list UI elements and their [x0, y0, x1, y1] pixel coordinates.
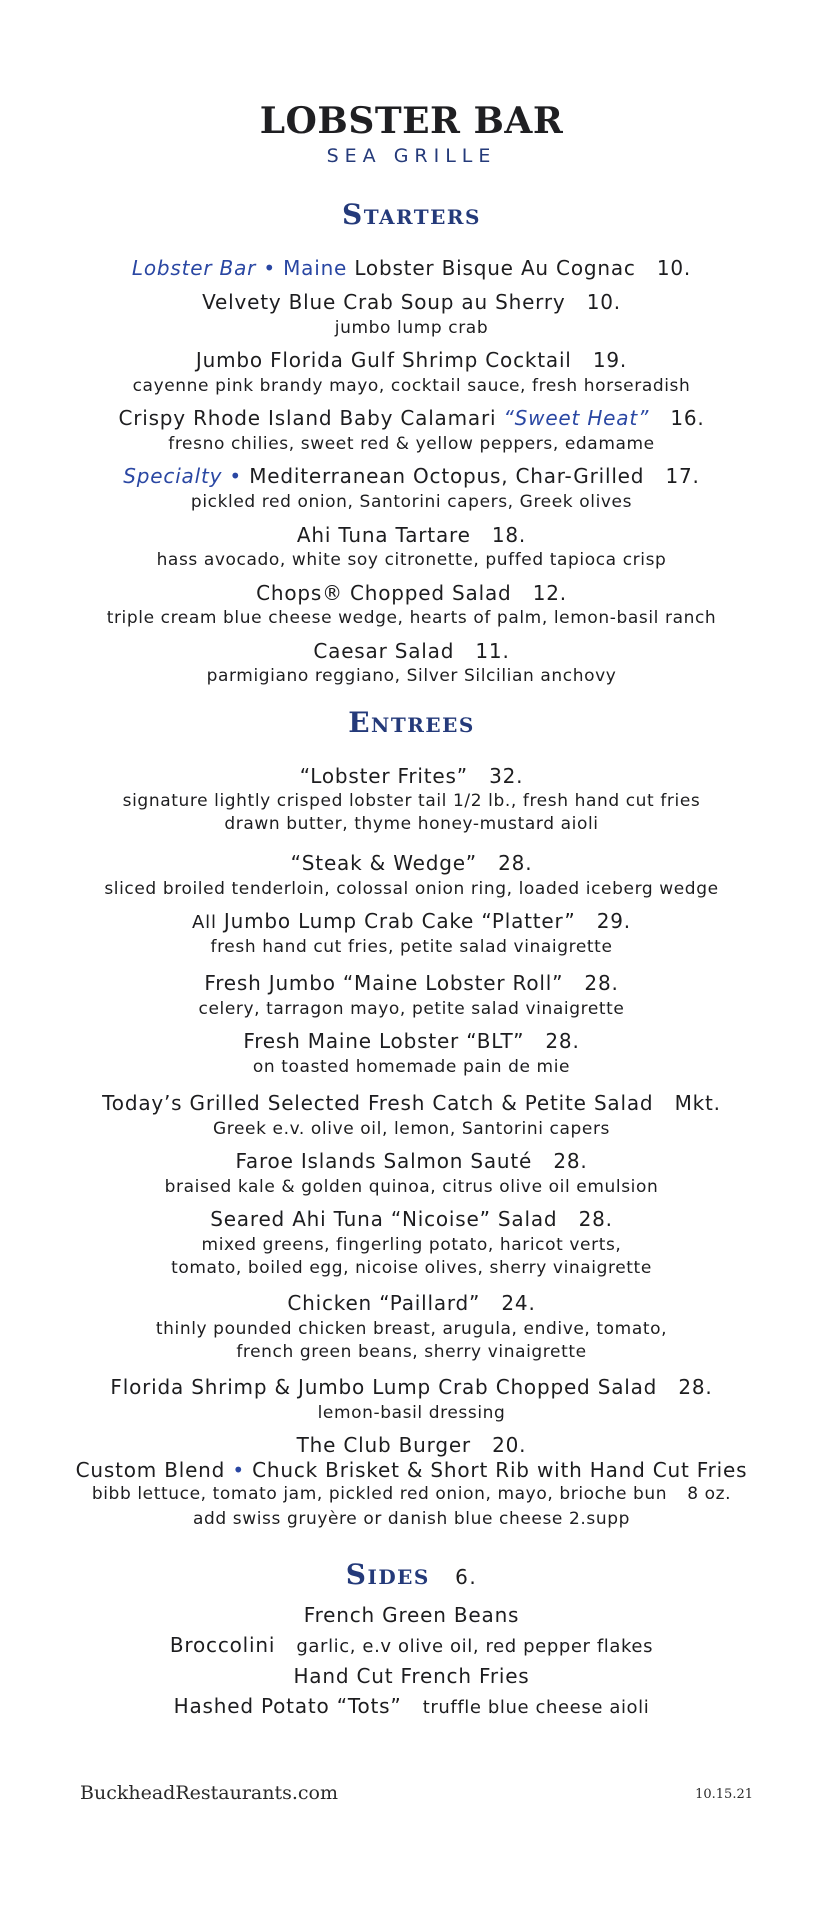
item-description: mixed greens, fingerling potato, haricot verts, [201, 1235, 622, 1255]
item-price: 17. [665, 464, 700, 488]
item-price: 28. [578, 1207, 613, 1231]
side-item [0, 1664, 823, 1688]
menu-item [0, 348, 823, 372]
menu-item [0, 851, 823, 875]
item-description: lemon-basil dressing [317, 1403, 506, 1423]
item-name: Seared Ahi Tuna “Nicoise” Salad [210, 1207, 558, 1231]
item-description-text: bibb lettuce, tomato jam, pickled red onion, mayo, brioche bun [91, 1484, 668, 1504]
menu-item [0, 256, 823, 280]
item-name: Lobster Bisque Au Cognac [354, 256, 636, 280]
sides-heading: Sides [345, 1558, 430, 1591]
item-price: 10. [586, 290, 621, 314]
item-price: 28. [678, 1375, 713, 1399]
item-price: 28. [553, 1149, 588, 1173]
item-price: 10. [656, 256, 692, 280]
item-description: fresno chilies, sweet red & yellow peppers, edamame [168, 434, 655, 454]
item-description: triple cream blue cheese wedge, hearts of palm, lemon-basil ranch [106, 608, 717, 628]
item-prefix: Specialty [123, 464, 223, 488]
menu-date: 10.15.21 [695, 1787, 753, 1802]
item-description: cayenne pink brandy mayo, cocktail sauce, fresh horseradish [132, 376, 691, 396]
item-name: The Club Burger [296, 1433, 471, 1457]
bullet-dot: • [229, 464, 243, 488]
item-price: 29. [596, 909, 631, 933]
item-price: 28. [545, 1029, 580, 1053]
item-prefix-maine: Maine [283, 256, 348, 280]
menu-item [0, 523, 823, 547]
item-name: Crispy Rhode Island Baby Calamari [118, 406, 497, 430]
website-link[interactable]: BuckheadRestaurants.com [80, 1782, 338, 1804]
menu-item [0, 909, 823, 933]
menu-item [0, 971, 823, 995]
item-subline: Chuck Brisket & Short Rib with Hand Cut Fries [252, 1458, 748, 1482]
item-name: Florida Shrimp & Jumbo Lump Crab Chopped Salad [110, 1375, 658, 1399]
item-tag: “Sweet Heat” [503, 406, 650, 430]
section-heading-starters: Starters [342, 198, 481, 231]
menu-item [0, 1375, 823, 1399]
menu-item [0, 1149, 823, 1173]
item-price: 20. [492, 1433, 527, 1457]
item-price: 18. [491, 523, 527, 547]
brand-title: LOBSTER BAR [259, 100, 564, 142]
item-name: “Lobster Frites” [299, 764, 468, 788]
sides-price: 6. [455, 1565, 478, 1589]
item-name: Caesar Salad [313, 639, 455, 663]
brand-subtitle: SEA GRILLE [326, 145, 497, 167]
item-name: Chicken “Paillard” [287, 1291, 481, 1315]
bullet-dot: • [263, 256, 276, 280]
item-name: Today’s Grilled Selected Fresh Catch & Petite Salad [102, 1091, 654, 1115]
item-name: Velvety Blue Crab Soup au Sherry [202, 290, 566, 314]
side-item [0, 1603, 823, 1627]
side-description: truffle blue cheese aioli [422, 1697, 650, 1718]
item-name: “Steak & Wedge” [290, 851, 477, 875]
item-description: jumbo lump crab [334, 318, 489, 338]
menu-item [0, 290, 823, 314]
item-name: Jumbo Florida Gulf Shrimp Cocktail [195, 348, 572, 372]
item-prefix: Lobster Bar [131, 256, 257, 280]
item-description: sliced broiled tenderloin, colossal onion ring, loaded iceberg wedge [104, 879, 719, 899]
item-prefix: Custom Blend [75, 1458, 226, 1482]
side-description: garlic, e.v olive oil, red pepper flakes [296, 1636, 654, 1657]
item-name: Ahi Tuna Tartare [296, 523, 471, 547]
menu-item [0, 464, 823, 488]
item-price: 19. [592, 348, 628, 372]
item-price: 28. [498, 851, 533, 875]
menu-item [0, 1029, 823, 1053]
menu-item [0, 1433, 823, 1457]
item-price: 12. [532, 581, 567, 605]
section-heading-sides [0, 1558, 823, 1591]
side-name: Hand Cut French Fries [293, 1664, 530, 1688]
menu-item [0, 1291, 823, 1315]
menu-item [0, 406, 823, 430]
item-description: Greek e.v. olive oil, lemon, Santorini capers [212, 1119, 611, 1139]
item-description [0, 1484, 823, 1504]
item-description: braised kale & golden quinoa, citrus olive oil emulsion [164, 1177, 659, 1197]
item-price: Mkt. [674, 1091, 721, 1115]
item-price: 28. [584, 971, 619, 995]
side-name: French Green Beans [303, 1603, 520, 1627]
side-item [0, 1633, 823, 1657]
side-name: Broccolini [169, 1633, 276, 1657]
item-weight: 8 oz. [687, 1484, 732, 1504]
item-description: thinly pounded chicken breast, arugula, endive, tomato, [155, 1319, 668, 1339]
item-name: Fresh Maine Lobster “BLT” [243, 1029, 525, 1053]
item-price: 32. [489, 764, 524, 788]
menu-item [0, 639, 823, 663]
item-prefix: All [192, 912, 217, 933]
item-description: signature lightly crisped lobster tail 1/2 lb., fresh hand cut fries [122, 791, 701, 811]
item-name: Fresh Jumbo “Maine Lobster Roll” [204, 971, 564, 995]
item-name: Jumbo Lump Crab Cake “Platter” [223, 909, 576, 933]
item-description: celery, tarragon mayo, petite salad vinaigrette [198, 999, 625, 1019]
item-name: Faroe Islands Salmon Sauté [235, 1149, 533, 1173]
item-price: 11. [475, 639, 510, 663]
menu-item [0, 581, 823, 605]
item-description: add swiss gruyère or danish blue cheese 2.supp [192, 1509, 631, 1529]
menu-item [0, 764, 823, 788]
item-description: pickled red onion, Santorini capers, Greek olives [190, 492, 633, 512]
menu-item [0, 1091, 823, 1115]
item-description: french green beans, sherry vinaigrette [236, 1342, 587, 1362]
side-item [0, 1694, 823, 1718]
item-description: hass avocado, white soy citronette, puffed tapioca crisp [156, 550, 667, 570]
item-description: fresh hand cut fries, petite salad vinaigrette [210, 937, 613, 957]
item-name: Chops® Chopped Salad [256, 581, 512, 605]
menu-item [0, 1207, 823, 1231]
item-description: drawn butter, thyme honey-mustard aioli [224, 814, 599, 834]
item-price: 16. [670, 406, 705, 430]
side-name: Hashed Potato “Tots” [173, 1694, 402, 1718]
bullet-dot: • [232, 1458, 245, 1482]
item-price: 24. [501, 1291, 536, 1315]
item-description: tomato, boiled egg, nicoise olives, sherry vinaigrette [171, 1258, 652, 1278]
item-description: on toasted homemade pain de mie [252, 1057, 571, 1077]
section-heading-entrees: Entrees [348, 706, 475, 739]
item-name: Mediterranean Octopus, Char-Grilled [249, 464, 645, 488]
menu-item-subline [0, 1458, 823, 1482]
item-description: parmigiano reggiano, Silver Silcilian anchovy [206, 666, 617, 686]
